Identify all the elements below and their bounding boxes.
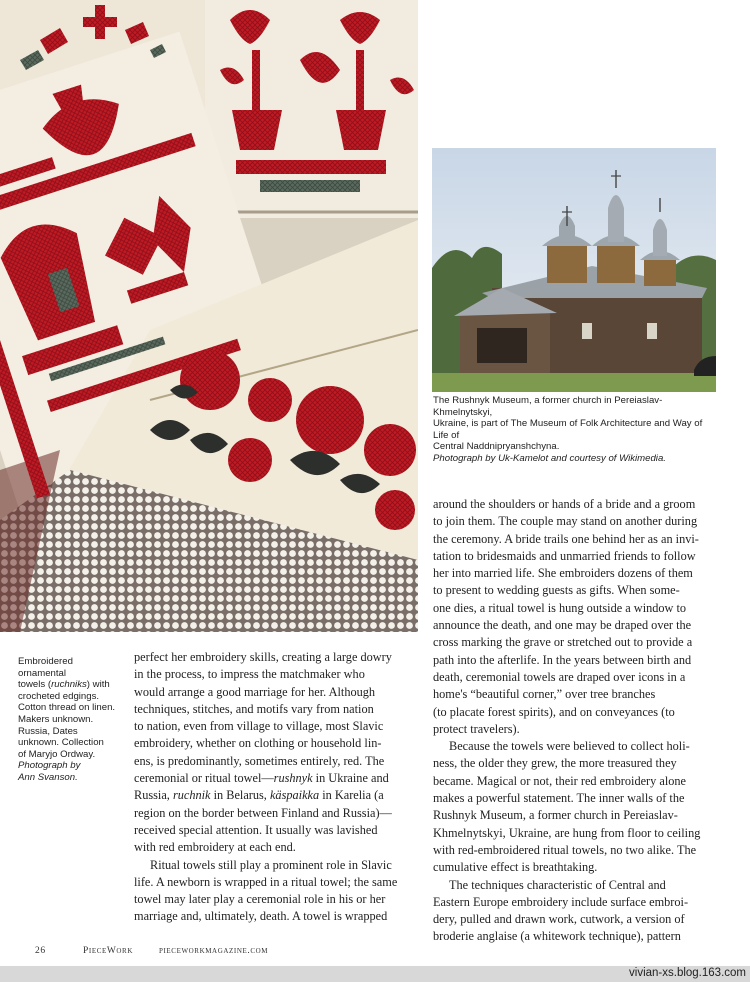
text-line: makes a powerful statement. The inner walls of the: [433, 791, 685, 806]
text-line: Eastern Europe embroidery include surface embroi-: [433, 894, 689, 909]
caption-line: Embroidered ornamental: [18, 656, 73, 679]
text-line: cross marking the grave or stretched out to provide a: [433, 635, 693, 650]
towels-photo-caption: [18, 656, 122, 784]
caption-line: crocheted edgings.: [18, 690, 100, 702]
text-line: broderie anglaise (a whitework technique), pattern: [433, 929, 681, 944]
article-column-right: [433, 496, 717, 946]
caption-line: Makers unknown.: [18, 713, 94, 725]
text-line: towel may later play a ceremonial role in his or her: [134, 892, 386, 907]
watermark-text: vivian-xs.blog.163.com: [629, 967, 746, 979]
church-photo-caption: [433, 395, 717, 465]
caption-line: towels (ruchniks) with: [18, 679, 110, 691]
caption-line: of Maryjo Ordway.: [18, 748, 96, 760]
caption-line: Central Naddnipryanshchyna.: [433, 441, 560, 453]
photo-credit: Photograph by Uk-Kamelot and courtesy of Wikimedia.: [433, 452, 666, 464]
caption-line: Ukraine, is part of The Museum of Folk Architecture and Way of Life of: [433, 418, 703, 441]
text-line: to join them. The couple may stand on another during: [433, 514, 698, 529]
text-line: home's “beautiful corner,” over tree branches: [433, 687, 656, 702]
text-line: Khmelnytskyi, Ukraine, are hung from floor to ceiling: [433, 825, 701, 840]
text-line: ens, is predominantly, sometimes entirely, red. The: [134, 753, 385, 768]
text-line: path into the afterlife. In the years between birth and: [433, 652, 692, 667]
caption-line: Russia, Dates: [18, 725, 78, 737]
text-line: to present to wedding guests as gifts. When some-: [433, 583, 680, 598]
text-line: received special attention. It usually was lavished: [134, 822, 378, 837]
text-line: dery, pulled and drawn work, cutwork, a version of: [433, 912, 685, 927]
text-line: (to placate forest spirits), and on conveyances (to: [433, 704, 675, 719]
embroidered-towels-photo: [0, 0, 418, 632]
text-line: Russia, ruchnik in Belarus, käspaikka in Karelia (a: [134, 788, 384, 803]
text-line: death, ceremonial towels are draped over icons in a: [433, 669, 686, 684]
watermark-bar: [0, 966, 750, 982]
text-line: to nation, even from village to village, most Slavic: [134, 719, 384, 734]
text-line: became. Magical or not, their red embroidery alone: [433, 773, 687, 788]
text-line: ness, the older they grew, the more treasured they: [433, 756, 677, 771]
caption-line: Cotton thread on linen.: [18, 702, 116, 714]
article-column-left: [134, 649, 418, 926]
text-line: cumulative effect is breathtaking.: [433, 860, 598, 875]
page-number: 26: [35, 946, 46, 956]
text-line: life. A newborn is wrapped in a ritual towel; the same: [134, 874, 398, 889]
photo-credit: Ann Svanson.: [18, 771, 78, 783]
magazine-url[interactable]: pieceworkmagazine.com: [159, 946, 269, 956]
magazine-name: PieceWork: [83, 946, 133, 956]
text-line: the ceremony. A bride trails one behind her as an invi-: [433, 531, 699, 546]
text-line: techniques, stitches, and motifs vary from nation: [134, 701, 374, 716]
text-line: region on the border between Finland and Russia)—: [134, 805, 392, 820]
text-line: would arrange a good marriage for her. Although: [134, 684, 376, 699]
text-line: tation to bridesmaids and unmarried friends to follow: [433, 548, 696, 563]
text-line: Ritual towels still play a prominent role in Slavic: [150, 857, 392, 872]
text-line: ceremonial or ritual towel—rushnyk in Ukraine and: [134, 771, 389, 786]
text-line: embroidery, whether on clothing or household lin-: [134, 736, 382, 751]
page-footer: [35, 946, 435, 962]
text-line: one dies, a ritual towel is hung outside a window to: [433, 600, 687, 615]
rushnyk-museum-photo: [432, 148, 716, 392]
text-line: her into married life. She embroiders dozens of them: [433, 566, 693, 581]
text-line: in the process, to impress the matchmaker who: [134, 667, 365, 682]
photo-credit: Photograph by: [18, 760, 81, 772]
text-line: announce the death, and one may be draped over the: [433, 618, 692, 633]
caption-line: unknown. Collection: [18, 737, 104, 749]
text-line: The techniques characteristic of Central and: [449, 877, 666, 892]
caption-line: The Rushnyk Museum, a former church in Pereiaslav-Khmelnytskyi,: [433, 395, 663, 418]
text-line: marriage and, ultimately, death. A towel is wrapped: [134, 909, 388, 924]
text-line: protect travelers).: [433, 721, 520, 736]
text-line: around the shoulders or hands of a bride and a groom: [433, 497, 696, 511]
text-line: perfect her embroidery skills, creating a large dowry: [134, 650, 392, 664]
text-line: Because the towels were believed to collect holi-: [449, 739, 690, 754]
text-line: with red-embroidered ritual towels, no two alike. The: [433, 842, 697, 857]
text-line: Rushnyk Museum, a former church in Pereiaslav-: [433, 808, 678, 823]
text-line: with red embroidery at each end.: [134, 840, 296, 855]
